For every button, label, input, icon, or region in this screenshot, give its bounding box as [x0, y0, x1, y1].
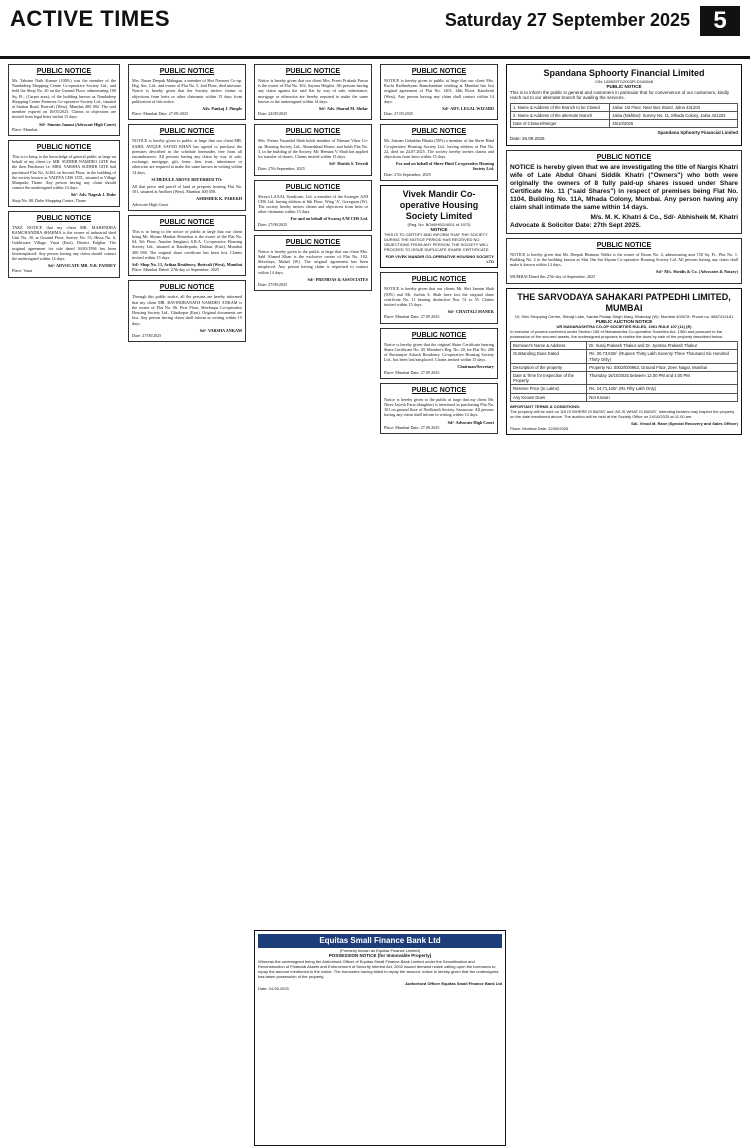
sarvodaya-subheading: UR MAHARASHTRA CO-OP SOCIETIES RULES, 1961 RULE 107 (11) (E)	[556, 324, 692, 330]
table-row	[511, 103, 738, 111]
notice-title: PUBLIC NOTICE	[159, 128, 215, 136]
equitas-subtitle: (Formerly known as Equitas Finance Limited)	[339, 948, 421, 953]
sarvodaya-heading: PUBLIC AUCTION NOTICE	[595, 318, 653, 324]
spandana-cin: CIN: L65929TG2003PLC040648	[594, 79, 654, 84]
spandana-table	[510, 103, 738, 129]
notice-signature: For and on behalf of Swaraj A/M CHS Ltd.	[290, 216, 368, 222]
table-row	[511, 350, 738, 363]
notice-body: NOTICE is hereby given that we are investigating the title of Nargis Khatri wife of Late Abdul Ghani Siddik Khatri ("Owners") who both were originally the owners of 8 fully paid-up shares issued under Share Certificate No. 11 ("said Shares") in respect of premises being Flat No. 1104, Building No. 11A, Mhada Colony, Mumbai. Any person having any claim shall intimate the same within 14 days.	[510, 163, 738, 211]
row-label: Borrower's Name & Address	[511, 342, 587, 350]
notice-title: PUBLIC NOTICE	[411, 128, 467, 136]
spandana-body: This is to inform the public in general and customers in particular that for convenience of our customers, kindly reach out to our alternate branch for availing the services.	[510, 89, 730, 101]
notice-place: Place: Mumbai Date: 27.09.2025	[384, 369, 440, 375]
row-label: Date & Time for Inspection of the Property	[511, 372, 587, 385]
notice-body: Mr. Jotiram Gokuldas Bhatia (50%) a member of the Shree Hind Co-operative Housing Society Ltd., having address at Flat No. 22, died on 24.07.2025. The society hereby invites claims and objections from heirs within 15 days.	[384, 138, 494, 160]
notice-body: Mrs. Nutan Deepak Mahagan, a member of Shri Navneet Co-op. Hsg. Soc. Ltd., and owner of Flat No. 5, 2nd Floor, died intestate. Notice is hereby given that the Society invites claims or objections from heirs or other claimants within 15 days from publication of this notice.	[132, 78, 242, 104]
notice-title: PUBLIC NOTICE	[159, 284, 215, 292]
sarvodaya-terms: The property will be sold on 'AS IS WHERE IS BASIS' and 'AS IS WHAT IS BASIS'. Intending bidders may inspect the property on the date mentioned above. The auction will be held at the Society Office on 24/10/2025 at 11.00 am.	[510, 408, 735, 419]
notice-body: NOTICE is hereby given that our clients Mr. Shri Jasmin Shah (50%) and Mr. Sachin S. Shah have lost the original share certificate No. 11 bearing distinctive Nos. 51 to 55. Claims invited within 15 days.	[384, 286, 494, 308]
schedule-title: SCHEDULE ABOVE REFERRED TO:	[151, 176, 223, 182]
notice-signature: Sd/- VARSHA ANKAM	[199, 327, 242, 333]
column-2	[128, 64, 246, 1142]
spandana-signature: Spandana Sphoorty Financial Limited	[657, 130, 738, 136]
notice-signature: Sd/- ADV. LEGAL WIZARD	[442, 106, 494, 112]
notice-n12	[380, 124, 498, 180]
notice-n2	[8, 140, 120, 207]
equitas-place: Date: 24.09.2025	[258, 985, 289, 991]
notice-place: Place: Mumbai Date: 27-09-2025	[132, 111, 189, 117]
masthead: ACTIVE TIMES	[10, 6, 171, 31]
row-value: 25/10/2025	[610, 120, 738, 128]
sarvodaya-signature: Sd/- Vinod M. Rane (Special Recovery and Sales Officer)	[631, 420, 738, 426]
table-row	[511, 111, 738, 119]
notice-n10	[254, 180, 372, 231]
notice-title: PUBLIC NOTICE	[411, 386, 467, 394]
table-row	[511, 363, 738, 371]
notice-place: Date: 27/09/2025	[132, 332, 162, 338]
row-value: Not Known	[587, 393, 738, 401]
sarvodaya-address: 19, Shiv Shopping Centre, Shivaji Lake, Sardar Pratap Singh Marg, Bhandup (W), Mumbai 400078. Phone no. 9867412181	[514, 313, 734, 319]
notice-body: Through this public notice, all the persons are hereby informed that my client MR. RAVINDRANATH NAMDEO ANKAM is the owner of Flat No. 06, First Floor, Shivkrupa Co-operative Housing Society Ltd., Ghatkopar (East). Original documents are lost. Any person having claim shall inform in writing within 15 days.	[132, 294, 242, 326]
spandana-name: Spandana Sphoorty Financial Limited	[543, 68, 705, 78]
notice-title: PUBLIC NOTICE	[159, 68, 215, 75]
table-row	[511, 342, 738, 350]
notice-signature: Sd/- Shop No. 13, Arihaa Residency, Borivali (West), Mumbai	[132, 262, 242, 268]
notice-signature: Sd/- Adv. Nagesh J. Dube	[70, 192, 116, 198]
notice-place: Place: Mumbai Date: 27.09.2025	[384, 314, 440, 320]
table-row	[511, 120, 738, 128]
notice-body: NOTICE is hereby given that Mr. Deepak Bhimrao Walke is the owner of Room No. 4, admeasuring area 150 Sq. Ft., Plot No. 1, Building No. 2 in the building known as Shri Om Sai Shyam Co-operative Housing Society Ltd. All persons having any claim shall make it known within 14 days.	[510, 251, 738, 267]
notice-signature: Sd/- Harish S. Trivedi	[329, 161, 368, 167]
row-value: Dr. Suraj Prakash Thakur and Dr. Jyotsna Prakash Thakur	[587, 342, 738, 350]
schedule-body: All that piece and parcel of land or property bearing Flat No. 101, situated at Andheri (West), Mumbai 400 058.	[132, 184, 242, 195]
notice-n5	[128, 124, 246, 210]
notice-signature: M/s. M. K. Khatri & Co., Sd/- Abhisheik M. Khatri	[590, 213, 738, 221]
notice-place: MUMBAI Dated this 27th day of September, 2025	[510, 274, 596, 280]
notice-signature: Sd/- CHAITALI MANEK	[447, 309, 494, 315]
notice-n4	[128, 64, 246, 120]
vivek-subtitle: (Reg. No. BOM/HSG/4001 of 1972)	[407, 221, 471, 227]
notice-body: Notice is hereby given to the public at large that my client Mr. Nirav Jayesh Faria (daughter) is interested in purchasing Flat No. 101 on ground floor of Neelkanth Society, Santacruz. All persons having any claim shall inform in writing within 14 days.	[384, 396, 494, 418]
notice-place: Date: 24/09/2025	[258, 111, 288, 117]
row-label: Any Known Dues	[511, 393, 587, 401]
notice-n6	[128, 215, 246, 277]
equitas-notice	[254, 930, 506, 1146]
table-row	[511, 372, 738, 385]
row-label: 2. Name & Address of the alternate branch	[511, 111, 610, 119]
table-row	[511, 393, 738, 401]
notice-body: This is to bring to the notice of public at large that our client being Mr. Shyam Mankar Shinrekar is the owner of the Flat No. 04, 5th Floor, Anuttar Sanghavi S.R.A. Co-operative Housing Society Ltd., situated at Kanderpada, Dahisar (East), Mumbai 400 068. The original share certificate has been lost. Claims invited within 15 days.	[132, 228, 242, 260]
notice-place: Advocate & Solicitor Date: 27th Sept 2025.	[510, 221, 641, 229]
row-label: Reserve Price (In Lakhs)	[511, 385, 587, 393]
notice-n9	[254, 124, 372, 175]
notice-n15	[254, 235, 372, 291]
notice-title: PUBLIC NOTICE	[596, 153, 652, 161]
equitas-body: Whereas the undersigned being the Authorised Officer of Equitas Small Finance Bank Limited under the Securitisation and Reconstruction of Financial Assets and Enforcement of Security Interest Act, 2002 issued demand notice calling upon the borrowers to repay the amount mentioned in the notice. The borrowers having failed to repay the amount, notice is hereby given that the undersigned has taken possession of the property.	[258, 958, 499, 979]
notice-body: NOTICE is hereby given to public at large that our client MR. SAHIL ATIQUE SAYED KHAN has agreed to purchase the premises described in the schedule hereunder, free from all encumbrances. All persons having any claim by way of sale, exchange, mortgage, gift, lease, lien, trust, inheritance or otherwise are required to make the same known in writing within 14 days.	[132, 138, 242, 175]
notice-signature: Adv. Pankaj J. Pimple	[202, 106, 242, 112]
equitas-heading: POSSESSION NOTICE (for Immovable Property)	[328, 953, 432, 958]
notice-title: PUBLIC NOTICE	[36, 144, 92, 152]
table-row	[511, 385, 738, 393]
row-value: Rs. 30,73,630/- (Rupees Thirty Lakh Seventy Three Thousand Six Hundred Thirty Only)	[587, 350, 738, 363]
notice-signature: Sd/- Simran Janani (Advocate High Court)	[39, 121, 116, 127]
sarvodaya-notice	[506, 288, 742, 435]
row-label: Description of the property	[511, 363, 587, 371]
notice-body: This is to bring to the knowledge of general public at large on behalf of my client i.e. MR. SUDHIR NAMDEO GITE that the then Purchaser i.e. MRS. VARSHA SUDHIR GITE had purchased Flat No. A/202 on Second Floor, in the building of the society known as VAIDYA CHS LTD., situated at Village Manpada, Thane. Any person having any claim should contact the undersigned within 14 days.	[12, 154, 116, 191]
notice-title: PUBLIC NOTICE	[285, 68, 341, 75]
notice-body: Shreya LAXAL Syndicate, Ltd. a member of the Swanger A/M CHS Ltd, having address at 6th Floor, Wing 'A', Goregaon (W). The society hereby invites claims and objections from heirs or other claimants within 15 days.	[258, 193, 368, 215]
notice-body: Mrs. Prerna Vasantlal Shah holds member of Nirman Vihar Co-op. Housing Society Ltd., Ahmedabad House, and holds Flat No. 3, in the building of the Society. Mr. Hemant V. Shah has applied for transfer of shares. Claims invited within 15 days.	[258, 138, 368, 160]
notice-body: Notice is hereby given that our client Mrs. Preeti Prakash Pawar is the owner of Flat No. 302, Sayona Heights. All persons having any claim against the said flat by way of sale, inheritance, mortgage or otherwise are hereby required to make the same known to the undersigned within 14 days.	[258, 78, 368, 104]
notice-title: PUBLIC NOTICE	[285, 128, 341, 136]
notice-place: Shop No. 08, Dube Shopping Centre, Thane	[12, 197, 87, 203]
spandana-notice	[506, 64, 742, 146]
sarvodaya-body: In exercise of powers conferred under Section 156 of Maharashtra Co-operative Societies Act, 1960 and pursuant to the possession of the secured assets, the undersigned proposes to realise the dues by sale of the property described below.	[510, 329, 724, 340]
row-value: Jalna (Nishkar): Survey No. 11, Mhada Colony, Jalna 431203	[610, 111, 738, 119]
notice-title: PUBLIC NOTICE	[596, 241, 652, 249]
row-value: Rs. 24,71,100/- (Rs Fifty Lakh Only)	[587, 385, 738, 393]
notice-place: Date: 27th September, 2025	[384, 171, 431, 177]
row-value: Jalna: 1st Floor, Near Bus Stand, Jalna 431203	[610, 103, 738, 111]
notice-signature: Sd/- Adv. Sharad M. Shelar	[318, 106, 368, 112]
notice-title: PUBLIC NOTICE	[285, 183, 341, 191]
issue-date: Saturday 27 September 2025	[444, 10, 690, 30]
notice-signature: ASHISHEK K. PAREKH	[196, 196, 242, 202]
vivek-notice-title: NOTICE	[430, 226, 448, 232]
notice-place: Date: 27/09/2025	[258, 282, 288, 288]
notice-place: Date: 27th September, 2025	[258, 166, 305, 172]
notice-signature: Sd/- PREMDAS & ASSOCIATES	[307, 276, 368, 282]
notice-body: TAKE NOTICE that my client MR. MAHENDRA RAMCHANDRA SHARMA is the owner of industrial shed Unit No. 30, at Ground Floor, Survey No. 53, Hissa No. 6, Gokhiware Village, Vasai (East), District Palghar. The original agreement for sale dated 04/03/1994 has been lost/misplaced. Any person having any claim should contact the undersigned within 14 days.	[12, 224, 116, 262]
notice-title: PUBLIC NOTICE	[36, 214, 92, 222]
vivek-signature: FOR VIVEK MANDIR CO-OPERATIVE HOUSING SOCIETY LTD	[385, 254, 494, 265]
vivek-title: Vivek Mandir Co-operative Housing Society Limited	[399, 188, 479, 221]
notice-place: Place: Mumbai Dated: 27th day of September, 2025	[132, 267, 220, 273]
notice-place: Date: 27.09.2025	[384, 111, 413, 117]
vivek-notice	[380, 185, 498, 269]
sarvodaya-terms-title: IMPORTANT TERMS & CONDITIONS:	[510, 403, 581, 409]
notice-place: Place: Vasai	[12, 268, 33, 274]
notice-signature: Chairman/Secretary	[457, 364, 494, 370]
notice-signature: Sd/- Advocate High Court	[447, 419, 494, 425]
notice-title: PUBLIC NOTICE	[285, 238, 341, 246]
notice-body: Notice is hereby given to the public at large that our client Mrs. Sahl Ahmed Khan is the exclusive owner of Flat No. 102, Shivalaya, Malad (W). The original agreement has been misplaced. Any person having claim is requested to contact within 14 days.	[258, 248, 368, 275]
row-label: 1. Name & Address of the Branch to be Closed	[511, 103, 610, 111]
notice-n8	[254, 64, 372, 120]
notice-title: PUBLIC NOTICE	[36, 68, 92, 75]
notice-place: Place: Mumbai Date: 27.09.2025	[384, 424, 440, 430]
spandana-place: Date: 26.09.2025	[510, 135, 545, 141]
notice-nargis	[506, 150, 742, 234]
sarvodaya-place: Place: Mumbai Date: 22/09/2025	[510, 425, 569, 431]
vivek-body: THIS IS TO CERTIFY AND INFORM THAT THE SOCIETY DURING THE NOTICE PERIOD HAS RECEIVED NO OBJECTIONS FROM ANY PERSON. THE SOCIETY WILL PROCEED TO ISSUE DUPLICATE SHARE CERTIFICATE.	[384, 232, 490, 253]
notice-signature: Sd/- ADVOCATE MR. N.R. PANDEY	[47, 263, 116, 269]
notice-title: PUBLIC NOTICE	[411, 331, 467, 339]
notice-body: Mr. Tahsino Nath Kumar (100%) was the member of the Nandadeep Shopping Centre Co-operative Society Ltd., and held the Shop No. 20 on the Ground Floor, admeasuring 100 Sq. Ft., (Carpet area), of the building known as Nandadeep Shopping Centre Premises Co-operative Society Ltd., situated at Station Road, Borivali (West), Mumbai 400 092. The said member expired on 10/05/2025. Claims or objections are invited from legal heirs within 15 days.	[12, 78, 116, 120]
row-value: Property No. 0002/E00963, Ground Floor, Zeen Nagar, Mumbai	[587, 363, 738, 371]
notice-deepak	[506, 238, 742, 284]
notice-n13	[380, 272, 498, 323]
notice-body: NOTICE is hereby given to public at large that our client Mrs. Ruchi Radheshyam Ramchandani residing at Mumbai has lost original agreement of Flat No. 1401, 14th Floor, Kandivali (West). Any person having any claim shall contact within 14 days.	[384, 78, 494, 104]
sarvodaya-name: THE SARVODAYA SAHAKARI PATPEDHI LIMITED, MUMBAI	[517, 291, 731, 313]
notice-body: Notice is hereby given that the original Share Certificate bearing Share Certificate No. 20, Member's Reg. No. 20, for Flat No. 206 of Rustomjee Adarsh Residency Co-operative Housing Society Ltd., has been lost/misplaced. Claims invited within 15 days.	[384, 341, 494, 363]
notice-signature: For and on behalf of Shree Hind Co-operative Housing Society Ltd.	[395, 161, 494, 172]
column-5	[506, 64, 742, 1142]
notice-n1	[8, 64, 120, 136]
notice-n3	[8, 211, 120, 278]
sarvodaya-table	[510, 341, 738, 402]
equitas-bank-name: Equitas Small Finance Bank Ltd	[258, 934, 502, 948]
notice-title: PUBLIC NOTICE	[411, 276, 467, 284]
notice-n7	[128, 280, 246, 342]
notice-title: PUBLIC NOTICE	[411, 68, 467, 75]
column-1	[8, 64, 120, 1142]
notice-n14	[380, 328, 498, 379]
row-label: Outstanding Dues Dated	[511, 350, 587, 363]
spandana-heading: PUBLIC NOTICE	[606, 84, 642, 89]
equitas-signature: Authorised Officer Equitas Small Finance Bank Ltd	[405, 980, 502, 986]
notice-place: Place: Mumbai	[12, 126, 38, 132]
page-header	[0, 0, 750, 59]
row-label: Date of Closure/Merger	[511, 120, 610, 128]
notice-n11	[380, 64, 498, 120]
row-value: Thursday 16/10/2025 between 12.00 PM and 4.00 PM	[587, 372, 738, 385]
page-number: 5	[700, 6, 740, 36]
notice-place: Date: 27/09/2025	[258, 221, 288, 227]
notice-signature: Sd/- M/s. Shridis & Co. (Advocates & Notary)	[655, 269, 738, 275]
notice-n16	[380, 383, 498, 434]
notice-title: PUBLIC NOTICE	[159, 218, 215, 226]
notice-place: Advocate High Court	[132, 201, 169, 207]
